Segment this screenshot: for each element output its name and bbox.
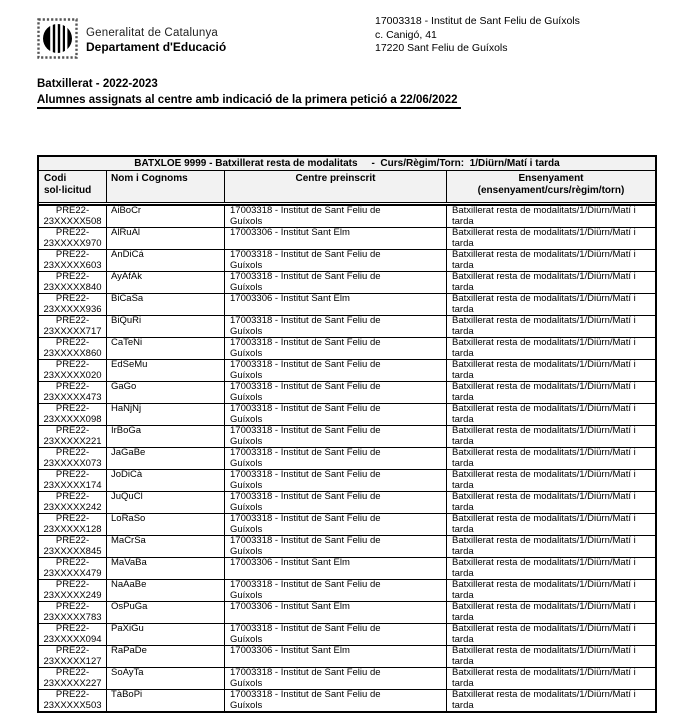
cell-codi: PRE22-23XXXXX094: [39, 624, 107, 645]
report-title-main: Alumnes assignats al centre amb indicació de la primera petició a 22/06/2022: [37, 94, 461, 109]
cell-centre: 17003318 - Institut de Sant Feliu de Guíxols: [225, 382, 447, 403]
cell-codi: PRE22-23XXXXX479: [39, 558, 107, 579]
school-address-block: [375, 15, 580, 56]
cell-centre: 17003318 - Institut de Sant Feliu de Guíxols: [225, 470, 447, 491]
table-row: [39, 448, 655, 470]
cell-codi: PRE22-23XXXXX227: [39, 668, 107, 689]
table-row: [39, 470, 655, 492]
cell-centre: 17003318 - Institut de Sant Feliu de Guíxols: [225, 360, 447, 381]
cell-codi: PRE22-23XXXXX242: [39, 492, 107, 513]
cell-ensenyament: Batxillerat resta de modalitats/1/Diürn/Matí i tarda: [452, 227, 636, 249]
cell-nom: BiQuRi: [107, 316, 225, 337]
cell-nom: TàBoPi: [107, 690, 225, 711]
assignments-table: [37, 155, 657, 713]
column-header-nom: Nom i Cognoms: [107, 171, 225, 202]
column-header-centre: Centre preinscrit: [225, 171, 447, 202]
cell-centre: 17003306 - Institut Sant Elm: [225, 228, 447, 249]
table-row: [39, 294, 655, 316]
cell-centre: 17003318 - Institut de Sant Feliu de Guíxols: [225, 536, 447, 557]
table-row: [39, 514, 655, 536]
cell-centre: 17003318 - Institut de Sant Feliu de Guíxols: [225, 272, 447, 293]
cell-nom: RaPaDe: [107, 646, 225, 667]
table-row: [39, 228, 655, 250]
table-row: [39, 382, 655, 404]
cell-nom: SoAyTa: [107, 668, 225, 689]
cell-ensenyament: Batxillerat resta de modalitats/1/Diürn/Matí i tarda: [452, 315, 636, 337]
cell-codi: PRE22-23XXXXX783: [39, 602, 107, 623]
cell-centre: 17003318 - Institut de Sant Feliu de Guíxols: [225, 404, 447, 425]
table-row: [39, 580, 655, 602]
generalitat-senyera-logo-icon: [37, 18, 78, 59]
cell-ensenyament: Batxillerat resta de modalitats/1/Diürn/Matí i tarda: [452, 271, 636, 293]
cell-ensenyament: Batxillerat resta de modalitats/1/Diürn/Matí i tarda: [452, 249, 636, 271]
table-row: [39, 404, 655, 426]
cell-ensenyament: Batxillerat resta de modalitats/1/Diürn/Matí i tarda: [452, 513, 636, 535]
table-body: [39, 206, 655, 711]
cell-nom: AlRuAl: [107, 228, 225, 249]
cell-ensenyament: Batxillerat resta de modalitats/1/Diürn/Matí i tarda: [452, 557, 636, 579]
table-row: [39, 316, 655, 338]
cell-centre: 17003306 - Institut Sant Elm: [225, 646, 447, 667]
cell-nom: PaXiGu: [107, 624, 225, 645]
cell-ensenyament: Batxillerat resta de modalitats/1/Diürn/Matí i tarda: [452, 447, 636, 469]
cell-ensenyament: Batxillerat resta de modalitats/1/Diürn/Matí i tarda: [452, 359, 636, 381]
cell-codi: PRE22-23XXXXX127: [39, 646, 107, 667]
cell-codi: PRE22-23XXXXX845: [39, 536, 107, 557]
cell-codi: PRE22-23XXXXX221: [39, 426, 107, 447]
cell-nom: MaVaBa: [107, 558, 225, 579]
table-row: [39, 646, 655, 668]
cell-nom: JuQuCl: [107, 492, 225, 513]
cell-centre: 17003318 - Institut de Sant Feliu de Guíxols: [225, 250, 447, 271]
table-row: [39, 624, 655, 646]
cell-centre: 17003318 - Institut de Sant Feliu de Guíxols: [225, 338, 447, 359]
cell-codi: PRE22-23XXXXX970: [39, 228, 107, 249]
cell-ensenyament: Batxillerat resta de modalitats/1/Diürn/Matí i tarda: [452, 623, 636, 645]
cell-nom: EdSeMu: [107, 360, 225, 381]
table-row: [39, 426, 655, 448]
cell-ensenyament: Batxillerat resta de modalitats/1/Diürn/Matí i tarda: [452, 689, 636, 711]
cell-nom: ÀnDiCá: [107, 250, 225, 271]
cell-ensenyament: Batxillerat resta de modalitats/1/Diürn/Matí i tarda: [452, 491, 636, 513]
cell-nom: BiCaSa: [107, 294, 225, 315]
cell-ensenyament: Batxillerat resta de modalitats/1/Diürn/Matí i tarda: [452, 205, 636, 227]
cell-centre: 17003318 - Institut de Sant Feliu de Guíxols: [225, 206, 447, 227]
cell-ensenyament: Batxillerat resta de modalitats/1/Diürn/Matí i tarda: [452, 403, 636, 425]
cell-codi: PRE22-23XXXXX503: [39, 690, 107, 711]
cell-codi: PRE22-23XXXXX717: [39, 316, 107, 337]
school-city: 17220 Sant Feliu de Guíxols: [375, 42, 508, 54]
cell-nom: AiBoCr: [107, 206, 225, 227]
table-row: [39, 206, 655, 228]
report-title-course: Batxillerat - 2022-2023: [37, 78, 158, 90]
cell-nom: OsPuGa: [107, 602, 225, 623]
cell-centre: 17003306 - Institut Sant Elm: [225, 602, 447, 623]
cell-ensenyament: Batxillerat resta de modalitats/1/Diürn/Matí i tarda: [452, 601, 636, 623]
cell-centre: 17003318 - Institut de Sant Feliu de Guíxols: [225, 690, 447, 711]
cell-ensenyament: Batxillerat resta de modalitats/1/Diürn/Matí i tarda: [452, 381, 636, 403]
table-row: [39, 690, 655, 711]
cell-ensenyament: Batxillerat resta de modalitats/1/Diürn/Matí i tarda: [452, 535, 636, 557]
cell-centre: 17003306 - Institut Sant Elm: [225, 558, 447, 579]
cell-centre: 17003318 - Institut de Sant Feliu de Guíxols: [225, 580, 447, 601]
cell-codi: PRE22-23XXXXX020: [39, 360, 107, 381]
school-code-name: 17003318 - Institut de Sant Feliu de Guíxols: [375, 15, 580, 27]
cell-nom: MaCrSa: [107, 536, 225, 557]
cell-codi: PRE22-23XXXXX174: [39, 470, 107, 491]
cell-codi: PRE22-23XXXXX840: [39, 272, 107, 293]
cell-ensenyament: Batxillerat resta de modalitats/1/Diürn/Matí i tarda: [452, 425, 636, 447]
cell-ensenyament: Batxillerat resta de modalitats/1/Diürn/Matí i tarda: [452, 579, 636, 601]
cell-centre: 17003318 - Institut de Sant Feliu de Guíxols: [225, 448, 447, 469]
cell-centre: 17003318 - Institut de Sant Feliu de Guíxols: [225, 316, 447, 337]
table-row: [39, 602, 655, 624]
table-column-headers: [39, 171, 655, 203]
cell-ensenyament: Batxillerat resta de modalitats/1/Diürn/Matí i tarda: [452, 469, 636, 491]
cell-nom: GaGo: [107, 382, 225, 403]
column-header-ensenyament: Ensenyament (ensenyament/curs/règim/torn): [477, 173, 625, 196]
cell-centre: 17003318 - Institut de Sant Feliu de Guíxols: [225, 492, 447, 513]
table-row: [39, 272, 655, 294]
cell-centre: 17003318 - Institut de Sant Feliu de Guíxols: [225, 624, 447, 645]
cell-nom: JoDiCà: [107, 470, 225, 491]
table-row: [39, 668, 655, 690]
cell-nom: NaAaBe: [107, 580, 225, 601]
cell-codi: PRE22-23XXXXX249: [39, 580, 107, 601]
group-title: BATXLOE 9999 - Batxillerat resta de modalitats: [134, 158, 358, 169]
cell-nom: JaGaBe: [107, 448, 225, 469]
report-title-block: [37, 78, 461, 109]
cell-ensenyament: Batxillerat resta de modalitats/1/Diürn/Matí i tarda: [452, 667, 636, 689]
cell-codi: PRE22-23XXXXX098: [39, 404, 107, 425]
column-header-codi: Codi sol·licitud: [39, 171, 107, 202]
table-row: [39, 536, 655, 558]
cell-codi: PRE22-23XXXXX073: [39, 448, 107, 469]
cell-nom: HaNjNj: [107, 404, 225, 425]
cell-codi: PRE22-23XXXXX508: [39, 206, 107, 227]
cell-ensenyament: Batxillerat resta de modalitats/1/Diürn/Matí i tarda: [452, 337, 636, 359]
cell-codi: PRE22-23XXXXX128: [39, 514, 107, 535]
cell-codi: PRE22-23XXXXX860: [39, 338, 107, 359]
cell-centre: 17003306 - Institut Sant Elm: [225, 294, 447, 315]
cell-nom: IrBoGa: [107, 426, 225, 447]
cell-centre: 17003318 - Institut de Sant Feliu de Guíxols: [225, 426, 447, 447]
cell-codi: PRE22-23XXXXX936: [39, 294, 107, 315]
table-row: [39, 338, 655, 360]
cell-centre: 17003318 - Institut de Sant Feliu de Guíxols: [225, 668, 447, 689]
cell-ensenyament: Batxillerat resta de modalitats/1/Diürn/Matí i tarda: [452, 293, 636, 315]
table-row: [39, 250, 655, 272]
letterhead: [37, 18, 226, 59]
cell-ensenyament: Batxillerat resta de modalitats/1/Diürn/Matí i tarda: [452, 645, 636, 667]
table-row: [39, 492, 655, 514]
department-name: Departament d'Educació: [86, 40, 227, 54]
cell-nom: AyAfAk: [107, 272, 225, 293]
group-meta: - Curs/Règim/Torn: 1/Diürn/Matí i tarda: [371, 158, 560, 169]
table-row: [39, 360, 655, 382]
table-row: [39, 558, 655, 580]
org-name: Generalitat de Catalunya: [86, 27, 219, 39]
cell-codi: PRE22-23XXXXX473: [39, 382, 107, 403]
cell-codi: PRE22-23XXXXX603: [39, 250, 107, 271]
cell-nom: CaTeNi: [107, 338, 225, 359]
cell-nom: LoRaSo: [107, 514, 225, 535]
school-street: c. Canigó, 41: [375, 28, 437, 41]
table-group-header: [39, 157, 655, 171]
cell-centre: 17003318 - Institut de Sant Feliu de Guíxols: [225, 514, 447, 535]
